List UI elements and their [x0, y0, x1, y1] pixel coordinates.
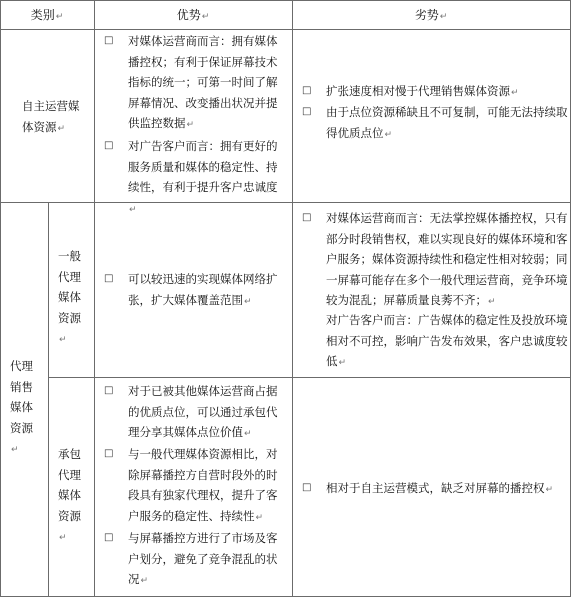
- advantage-contract-1: 对于已被其他媒体运营商占据的优质点位，可以通过承包代理分享其媒体点位价值↵: [128, 384, 278, 439]
- header-disadvantage: 劣势↵: [414, 8, 448, 22]
- header-category: 类别↵: [30, 8, 64, 22]
- subcategory-general: 一般代理媒体资源↵: [58, 249, 81, 345]
- advantage-self-1: 对媒体运营商而言：拥有媒体播控权；有利于保证屏幕技术指标的统一；可第一时间了解屏幕情况、改变播出状况并提供监控数据↵: [128, 34, 278, 130]
- disadvantage-general-client: 对广告客户而言：广告媒体的稳定性及投放环境相对不可控，影响广告发布效果，客户忠诚度较低↵: [326, 313, 568, 368]
- bullet-icon: [302, 104, 314, 120]
- category-self-operated: 自主运营媒体资源↵: [22, 99, 80, 134]
- bullet-icon: [302, 83, 314, 99]
- header-advantage: 优势↵: [176, 8, 210, 22]
- left-border: [0, 0, 1, 597]
- bullet-icon: [104, 383, 116, 399]
- col-separator-1: [94, 0, 95, 597]
- bullet-icon: [104, 138, 116, 154]
- col-separator-2: [292, 0, 293, 597]
- bullet-icon: [302, 480, 314, 496]
- disadvantage-self-2: 由于点位资源稀缺且不可复制，可能无法持续取得优质点位↵: [326, 105, 568, 140]
- advantage-self-2: 对广告客户而言：拥有更好的服务质量和媒体的稳定性、持续性，有利于提升客户忠诚度↵: [128, 139, 278, 215]
- bullet-icon: [104, 33, 116, 49]
- subrow-separator: [48, 377, 571, 378]
- table-top-border: [0, 0, 571, 1]
- advantage-general: 可以较迅速的实现媒体网络扩张，扩大媒体覆盖范围↵: [128, 272, 278, 307]
- category-agency: 代理销售媒体资源↵: [10, 359, 33, 455]
- bullet-icon: [104, 271, 116, 287]
- subcategory-contract: 承包代理媒体资源↵: [58, 447, 81, 543]
- bullet-icon: [104, 446, 116, 462]
- advantage-contract-2: 与一般代理媒体资源相比，对除屏幕播控方自营时段外的时段具有独家代理权，提升了客户服务的稳定性、持续性↵: [128, 447, 278, 523]
- bullet-icon: [302, 210, 314, 226]
- disadvantage-self-1: 扩张速度相对慢于代理销售媒体资源↵: [326, 84, 519, 98]
- disadvantage-contract: 相对于自主运营模式，缺乏对屏幕的播控权↵: [326, 481, 554, 495]
- header-separator: [0, 29, 571, 30]
- subcol-separator: [48, 202, 49, 597]
- bullet-icon: [104, 530, 116, 546]
- advantage-contract-3: 与屏幕播控方进行了市场及客户划分，避免了竞争混乱的状况↵: [128, 531, 278, 586]
- disadvantage-general-operator: 对媒体运营商而言：无法掌控媒体播控权，只有部分时段销售权，难以实现良好的媒体环境和客户服务；媒体资源持续性和稳定性相对较弱；同一屏幕可能存在多个一般代理运营商，竞争环境较为混乱；屏幕质量良莠不齐；↵: [326, 211, 568, 307]
